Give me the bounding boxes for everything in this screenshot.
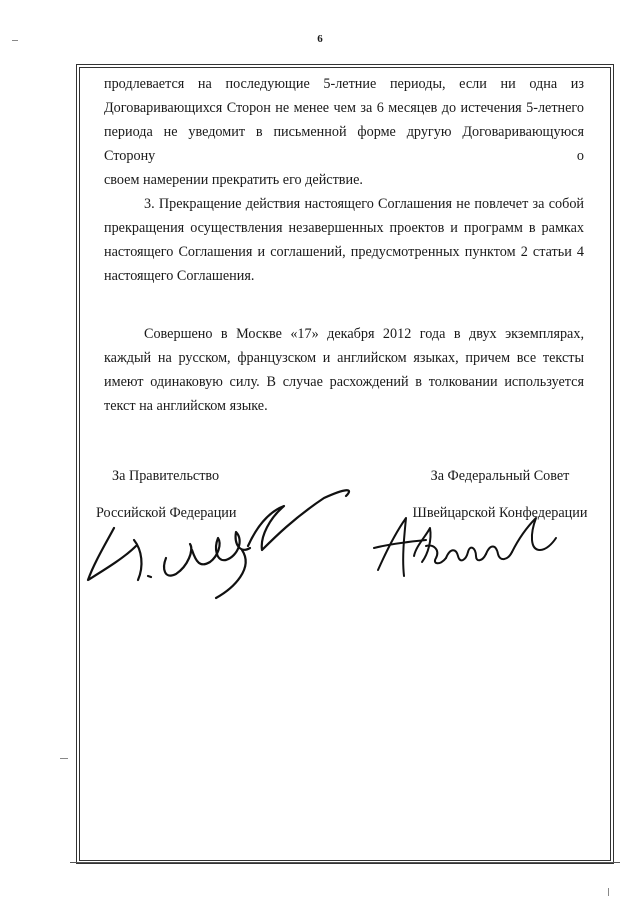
continuation-line-2: Договаривающихся Сторон не менее чем за 6 месяцев до истечения 5-летнего <box>104 100 584 116</box>
continuation-line-4: своем намерении прекратить его действие. <box>104 172 363 188</box>
signatory-switzerland-line2: Швейцарской Конфедерации <box>412 505 588 521</box>
signatory-russia-line2: Российской Федерации <box>96 505 237 521</box>
signature-left-icon <box>84 488 364 608</box>
page-number: 6 <box>317 33 323 45</box>
article-text <box>104 72 584 288</box>
signatory-russia-line1: За Правительство <box>112 468 220 484</box>
signatory-switzerland-line1: За Федеральный Совет <box>430 468 570 484</box>
continuation-line-1: продлевается на последующие 5-летние периоды, если ни одна из <box>104 76 584 92</box>
scan-speck <box>60 758 68 759</box>
scan-speck <box>12 40 18 41</box>
signature-right-icon <box>370 510 560 590</box>
clause-3: 3. Прекращение действия настоящего Соглашения не повлечет за собой прекращения осуществления незавершенных проектов и программ в рамках настоящего Соглашения и соглашений, предусмотренных пунктом 2 статьи 4 настоящего Соглашения. <box>104 196 584 284</box>
closing-text: Совершено в Москве «17» декабря 2012 года в двух экземплярах, каждый на русском, французском и английском языках, причем все тексты имеют одинаковую силу. В случае расхождений в толковании используется текст на английском языке. <box>104 326 584 414</box>
continuation-line-3: периода не уведомит в письменной форме другую Договаривающуюся Сторону о <box>104 124 584 164</box>
closing-paragraph <box>104 322 584 418</box>
frame-bottom-rule <box>70 862 620 863</box>
scan-speck <box>608 888 609 896</box>
